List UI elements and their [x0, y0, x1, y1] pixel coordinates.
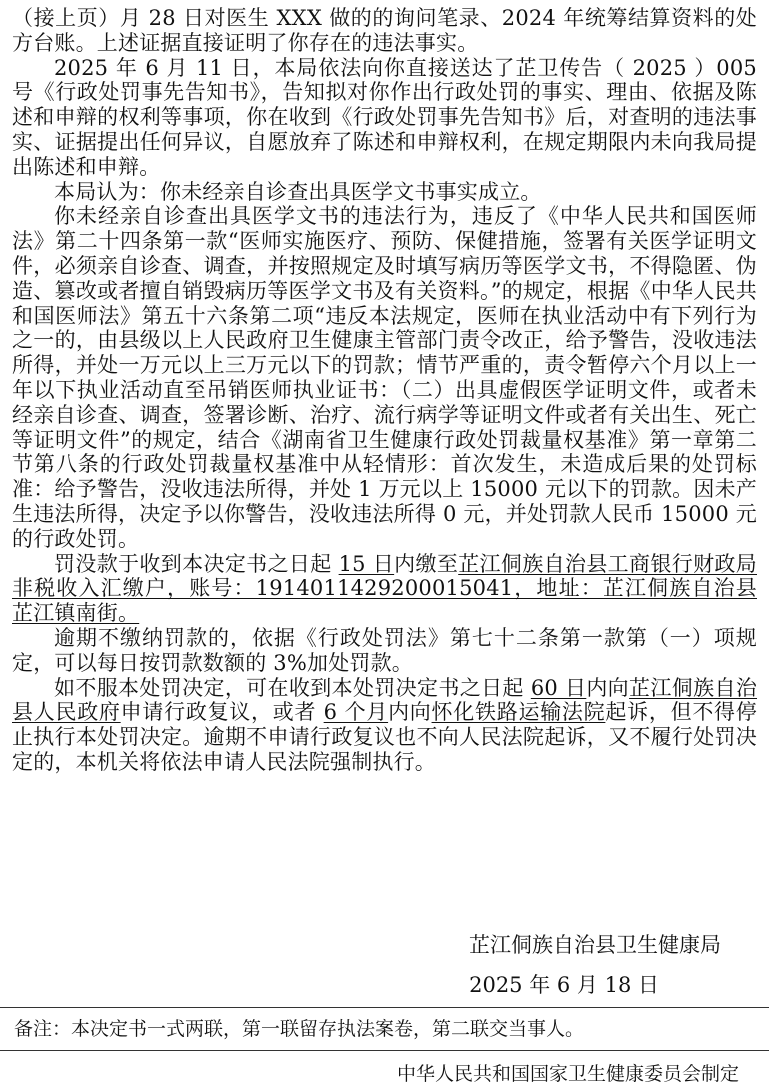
remark-note: 备注：本决定书一式两联，第一联留存执法案卷，第二联交当事人。	[14, 1018, 585, 1040]
form-maker-line: 中华人民共和国国家卫生健康委员会制定	[396, 1063, 739, 1085]
text-segment: 起诉，但不得停止执行本处罚决定。逾期不申请行政复议也不向人民法院起诉，又不履行处罚决定的，本机关将依法申请人民法院强制执行。	[12, 700, 757, 774]
text-segment: 申请行政复议，或者	[120, 700, 324, 725]
decision-body	[12, 6, 757, 775]
text-segment: （接上页）月 28 日对医生 XXX 做的的询问笔录、2024 年统筹结算资料的处方台账。上述证据直接证明了你存在的违法事实。	[12, 6, 757, 55]
issue-date: 2025 年 6 月 18 日	[469, 973, 659, 997]
paragraph-appeal	[12, 676, 757, 775]
underlined-field: 芷江侗族自治县工商银行财政局非税收入汇缴户，账号：1914011429200015041，地址：芷江侗族自治县芷江镇南街。	[12, 551, 757, 626]
paragraph-continued-evidence	[12, 6, 757, 56]
footer-divider-bottom	[0, 1050, 769, 1051]
text-segment: 逾期不缴纳罚款的，依据《行政处罚法》第七十二条第一款第（一）项规定，可以每日按罚款数额的 3%加处罚款。	[12, 625, 757, 675]
underlined-field: 60 日	[530, 675, 587, 700]
footer-divider-top	[0, 1007, 769, 1008]
paragraph-notice-served	[12, 56, 757, 180]
underlined-field: 6 个月	[323, 700, 389, 725]
underlined-field: 15 日	[338, 551, 395, 576]
paragraph-late-fee	[12, 626, 757, 676]
text-segment: 内向	[388, 700, 432, 725]
text-segment: 本局认为：你未经亲自诊查出具医学文书事实成立。	[54, 179, 542, 204]
issuing-authority: 芷江侗族自治县卫生健康局	[469, 933, 721, 957]
paragraph-payment	[12, 552, 757, 626]
underlined-field: 芷江侗族自治县人民政府	[12, 675, 758, 725]
text-segment: 内向	[586, 675, 630, 700]
text-segment: 你未经亲自诊查出具医学文书的违法行为，违反了《中华人民共和国医师法》第二十四条第一款“医师实施医疗、预防、保健措施，签署有关医学证明文件，必须亲自诊查、调查，并按照规定及时填写病历等医学文书，不得隐匿、伪造、篡改或者擅自销毁病历等医学文书及有关资料。”的规定，根据《中华人民共和国医师法》第五十六条第二项“违反本法规定，医师在执业活动中有下列行为之一的，由县级以上人民政府卫生健康主管部门责令改正，给予警告，没收违法所得，并处一万元以上三万元以下的罚款；情节严重的，责令暂停六个月以上一年以下执业活动直至吊销医师执业证书：（二）出具虚假医学证明文件，或者未经亲自诊查、调查，签署诊断、治疗、流行病学等证明文件或者有关出生、死亡等证明文件”的规定，结合《湖南省卫生健康行政处罚裁量权基准》第一章第二节第八条的行政处罚裁量权基准中从轻情形：首次发生，未造成后果的处罚标准：给予警告，没收违法所得，并处 1 万元以上 15000 元以下的罚款。因未产生违法所得，决定予以你警告，没收违法所得 0 元，并处罚款人民币 15000 元的行政处罚。	[12, 204, 757, 551]
underlined-field: 怀化铁路运输法院	[431, 700, 606, 725]
text-segment: 内缴至	[394, 551, 459, 576]
text-segment: 2025 年 6 月 11 日，本局依法向你直接送达了芷卫传告（ 2025 ）005 号《行政处罚事先告知书》，告知拟对你作出行政处罚的事实、理由、依据及陈述和申辩的权利等事项，你在收到《行政处罚事先告知书》后，对查明的违法事实、证据提出任何异议，自愿放弃了陈述和申辩权利，在规定期限内未向我局提出陈述和申辩。	[12, 55, 757, 179]
paragraph-finding	[12, 180, 757, 205]
paragraph-legal-basis	[12, 204, 757, 551]
text-segment: 如不服本处罚决定，可在收到本处罚决定书之日起	[54, 675, 531, 700]
text-segment: 罚没款于收到本决定书之日起	[54, 551, 339, 576]
